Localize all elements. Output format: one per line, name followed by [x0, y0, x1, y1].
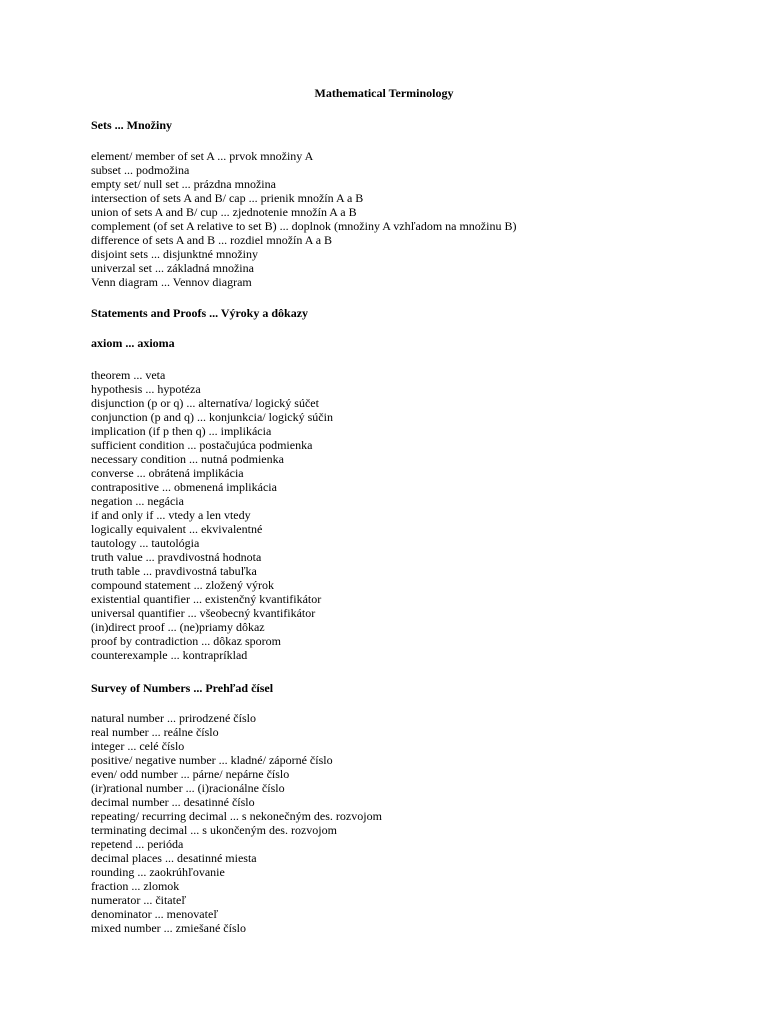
term-list-item: (ir)rational number ... (i)racionálne číslo [91, 781, 285, 795]
term-list-item: terminating decimal ... s ukončeným des. rozvojom [91, 823, 337, 837]
term-list-item: fraction ... zlomok [91, 879, 180, 893]
term-list-item: integer ... celé číslo [91, 739, 185, 753]
term-list-item: mixed number ... zmiešané číslo [91, 921, 246, 935]
term-list-item: disjoint sets ... disjunktné množiny [91, 247, 258, 261]
term-list-item: contrapositive ... obmenená implikácia [91, 480, 277, 494]
term-list-item: theorem ... veta [91, 368, 166, 382]
term-list-item: proof by contradiction ... dôkaz sporom [91, 634, 281, 648]
term-list-item: difference of sets A and B ... rozdiel množín A a B [91, 233, 333, 247]
term-list-item: denominator ... menovateľ [91, 907, 219, 921]
term-list-item: element/ member of set A ... prvok množiny A [91, 149, 314, 163]
term-list-item: real number ... reálne číslo [91, 725, 219, 739]
term-list-item: truth table ... pravdivostná tabuľka [91, 564, 257, 578]
term-list-item: decimal number ... desatinné číslo [91, 795, 255, 809]
term-list-item: positive/ negative number ... kladné/ záporné číslo [91, 753, 333, 767]
term-list-item: even/ odd number ... párne/ nepárne číslo [91, 767, 290, 781]
term-list-item: Venn diagram ... Vennov diagram [91, 275, 252, 289]
term-list-item: univerzal set ... základná množina [91, 261, 254, 275]
term-list-item: implication (if p then q) ... implikácia [91, 424, 272, 438]
term-list-item: empty set/ null set ... prázdna množina [91, 177, 276, 191]
term-list-item: numerator ... čitateľ [91, 893, 187, 907]
term-list-item: subset ... podmožina [91, 163, 190, 177]
term-list-item: repetend ... perióda [91, 837, 184, 851]
term-list-statements [91, 368, 333, 662]
term-list-item: natural number ... prirodzené číslo [91, 711, 256, 725]
section-heading-axiom: axiom ... axioma [91, 336, 175, 350]
term-list-item: logically equivalent ... ekvivalentné [91, 522, 263, 536]
term-list-item: necessary condition ... nutná podmienka [91, 452, 284, 466]
term-list-item: hypothesis ... hypotéza [91, 382, 201, 396]
term-list-item: repeating/ recurring decimal ... s nekonečným des. rozvojom [91, 809, 382, 823]
term-list-item: existential quantifier ... existenčný kvantifikátor [91, 592, 322, 606]
term-list-item: intersection of sets A and B/ cap ... prienik množín A a B [91, 191, 364, 205]
term-list-item: disjunction (p or q) ... alternatíva/ logický súčet [91, 396, 319, 410]
term-list-item: complement (of set A relative to set B) ... doplnok (množiny A vzhľadom na množinu B) [91, 219, 517, 233]
term-list-item: truth value ... pravdivostná hodnota [91, 550, 262, 564]
term-list-numbers [91, 711, 382, 935]
term-list-item: compound statement ... zložený výrok [91, 578, 274, 592]
term-list-item: rounding ... zaokrúhľovanie [91, 865, 225, 879]
term-list-item: conjunction (p and q) ... konjunkcia/ logický súčin [91, 410, 333, 424]
document-title: Mathematical Terminology [314, 86, 454, 100]
term-list-item: (in)direct proof ... (ne)priamy dôkaz [91, 620, 265, 634]
section-heading-numbers: Survey of Numbers ... Prehľad čísel [91, 681, 274, 695]
term-list-item: decimal places ... desatinné miesta [91, 851, 257, 865]
term-list-item: converse ... obrátená implikácia [91, 466, 244, 480]
section-heading-statements-proofs: Statements and Proofs ... Výroky a dôkazy [91, 306, 309, 320]
term-list-item: if and only if ... vtedy a len vtedy [91, 508, 251, 522]
section-heading-sets: Sets ... Množiny [91, 118, 172, 132]
term-list-item: union of sets A and B/ cup ... zjednotenie množín A a B [91, 205, 357, 219]
term-list-sets [91, 149, 516, 289]
term-list-item: universal quantifier ... všeobecný kvantifikátor [91, 606, 316, 620]
term-list-item: sufficient condition ... postačujúca podmienka [91, 438, 313, 452]
term-list-item: tautology ... tautológia [91, 536, 200, 550]
term-list-item: counterexample ... kontrapríklad [91, 648, 248, 662]
term-list-item: negation ... negácia [91, 494, 184, 508]
